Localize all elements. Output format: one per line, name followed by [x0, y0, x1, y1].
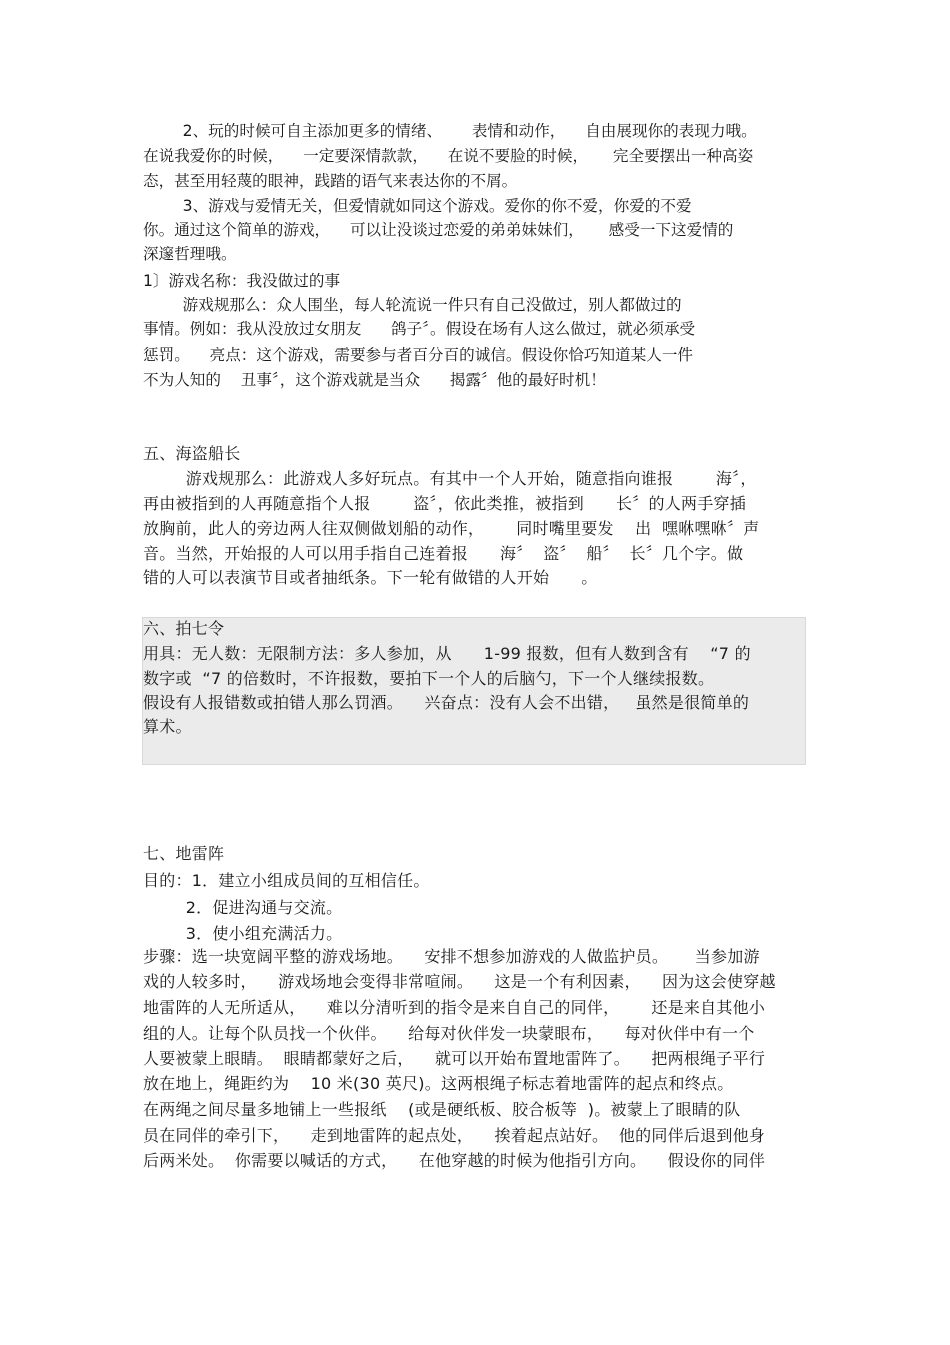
text-line: 再由被指到的人再随意指个人报 盗〞，依此类推，被指到 长〞的人两手穿插 — [143, 494, 746, 513]
text-line: 后两米处。 你需要以喊话的方式， 在他穿越的时候为他指引方向。 假设你的同伴 — [143, 1151, 766, 1170]
text-line: 数字或 “7 的倍数时，不许报数，要拍下一个人的后脑勺，下一个人继续报数。 — [143, 669, 715, 688]
text-line: 放胸前，此人的旁边两人往双侧做划船的动作， 同时嘴里要发 出 嘿咻嘿咻〞声 — [143, 519, 760, 538]
text-line: 3．使小组充满活力。 — [143, 924, 343, 943]
text-line: 游戏规那么：此游戏人多好玩点。有其中一个人开始，随意指向谁报 海〞， — [143, 469, 757, 488]
text-line: 员在同伴的牵引下， 走到地雷阵的起点处， 挨着起点站好。 他的同伴后退到他身 — [143, 1126, 766, 1145]
text-line: 不为人知的 丑事〞，这个游戏就是当众 揭露〞他的最好时机！ — [143, 371, 606, 389]
text-line: 深邃哲理哦。 — [143, 245, 237, 263]
text-line: 在两绳之间尽量多地铺上一些报纸 (或是硬纸板、胶合板等 )。被蒙上了眼睛的队 — [143, 1100, 741, 1119]
text-line: 2．促进沟通与交流。 — [143, 898, 343, 917]
text-line: 算术。 — [143, 717, 192, 736]
text-line: 惩罚。 亮点：这个游戏，需要参与者百分百的诚信。假设你恰巧知道某人一件 — [143, 346, 694, 364]
text-line: 音。当然，开始报的人可以用手指自己连着报 海〞 盗〞 船〞 长〞几个字。做 — [143, 544, 744, 563]
text-line: 在说我爱你的时候， 一定要深情款款， 在说不要脸的时候， 完全要摆出一种高姿 — [143, 147, 754, 165]
text-line: 组的人。让每个队员找一个伙伴。 给每对伙伴发一块蒙眼布， 每对伙伴中有一个 — [143, 1024, 755, 1043]
text-line: 目的：1．建立小组成员间的互相信任。 — [143, 871, 430, 890]
text-line: 你。通过这个简单的游戏， 可以让没谈过恋爱的弟弟妹妹们， 感受一下这爱情的 — [143, 221, 734, 239]
game-title: 1〕游戏名称：我没做过的事 — [143, 272, 341, 290]
text-line: 假设有人报错数或拍错人那么罚酒。 兴奋点：没有人会不出错， 虽然是很简单的 — [143, 693, 750, 712]
text-line: 2、玩的时候可自主添加更多的情绪、 表情和动作， 自由展现你的表现力哦。 — [143, 122, 757, 140]
text-line: 用具：无人数：无限制方法：多人参加，从 1-99 报数，但有人数到含有 “7 的 — [143, 644, 751, 663]
text-line: 步骤：选一块宽阔平整的游戏场地。 安排不想参加游戏的人做监护员。 当参加游 — [143, 947, 760, 966]
highlight-box — [142, 617, 806, 765]
text-line: 态，甚至用轻蔑的眼神，践踏的语气来表达你的不屑。 — [143, 172, 518, 190]
text-line: 人要被蒙上眼睛。 眼睛都蒙好之后， 就可以开始布置地雷阵了。 把两根绳子平行 — [143, 1049, 766, 1068]
text-line: 地雷阵的人无所适从， 难以分清听到的指令是来自自己的同伴， 还是来自其他小 — [143, 998, 766, 1017]
section-heading: 七、地雷阵 — [143, 844, 225, 863]
text-line: 3、游戏与爱情无关，但爱情就如同这个游戏。爱你的你不爱，你爱的不爱 — [143, 197, 692, 215]
text-line: 错的人可以表演节目或者抽纸条。下一轮有做错的人开始 。 — [143, 568, 598, 587]
text-line: 戏的人较多时， 游戏场地会变得非常喧闹。 这是一个有利因素， 因为这会使穿越 — [143, 972, 776, 991]
text-line: 游戏规那么：众人围坐，每人轮流说一件只有自己没做过，别人都做过的 — [143, 296, 682, 314]
text-line: 事情。例如：我从没放过女朋友 鸽子〞。假设在场有人这么做过，就必须承受 — [143, 320, 696, 338]
section-heading: 五、海盗船长 — [143, 444, 241, 463]
text-line: 放在地上，绳距约为 10 米(30 英尺)。这两根绳子标志着地雷阵的起点和终点。 — [143, 1074, 734, 1093]
section-heading: 六、拍七令 — [143, 619, 225, 638]
